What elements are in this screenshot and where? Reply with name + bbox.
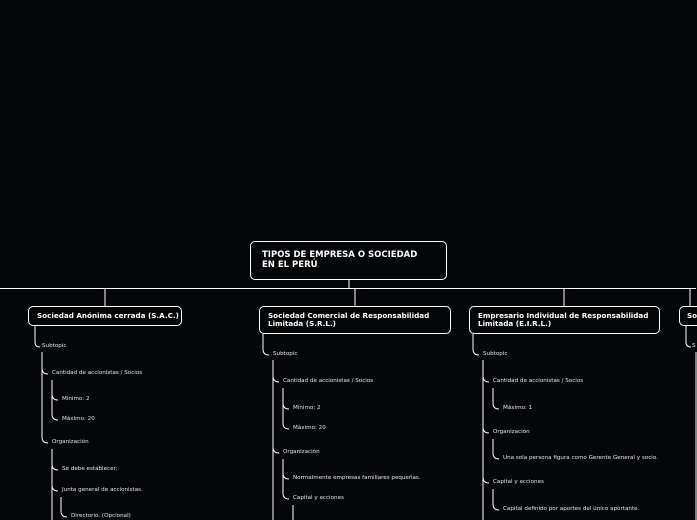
b1-directorio-link [61, 497, 67, 517]
b2-maximo[interactable]: Máximo: 20 [293, 425, 326, 431]
b1-directorio[interactable]: Directorio. (Opcional) [71, 513, 131, 519]
branch-srl[interactable] [259, 306, 451, 334]
b2-socios-link [273, 360, 279, 382]
b3-subtopic-link [473, 334, 479, 355]
b3-organizacion-link [483, 376, 489, 433]
b2-organizacion[interactable]: Organización [283, 449, 320, 455]
root-topic[interactable] [250, 241, 447, 280]
branch-partial-title: So [687, 310, 697, 320]
b1-establecer[interactable]: Se debe establecer: [62, 466, 118, 472]
branch-srl-title: Sociedad Comercial de Responsabilidad Limitada (S.R.L.) [268, 310, 430, 328]
b2-minimo[interactable]: Mínimo: 2 [293, 405, 321, 411]
b1-minimo-link [52, 380, 58, 400]
b3-maximo[interactable]: Máximo: 1 [503, 405, 533, 411]
b2-subtopic[interactable]: Subtopic [273, 351, 298, 357]
b3-socios-link [483, 360, 489, 382]
b3-capital-link [483, 427, 489, 483]
branch-partial[interactable] [679, 306, 697, 326]
branch-eirl[interactable] [469, 306, 660, 334]
branch-eirl-title: Empresario Individual de Responsabilidad Limitada (E.I.R.L.) [478, 310, 649, 328]
b3-aportes-link [493, 489, 499, 510]
b1-socios[interactable]: Cantidad de accionistas / Socios [52, 370, 143, 376]
b1-establecer-link [52, 449, 58, 470]
b2-capital[interactable]: Capital y acciones [293, 495, 344, 501]
b4-subtopic[interactable]: S [692, 343, 696, 349]
branch-sac-title: Sociedad Anónima cerrada (S.A.C.) [37, 310, 179, 320]
b3-subtopic[interactable]: Subtopic [483, 351, 508, 357]
b2-subtopic-link [263, 334, 269, 355]
b1-organizacion-link [42, 368, 48, 443]
b1-minimo[interactable]: Mínimo: 2 [62, 396, 90, 402]
b4-subtopic-link [686, 326, 691, 347]
b3-aportes[interactable]: Capital definido por aportes del único aportante. [503, 506, 640, 512]
b1-organizacion[interactable]: Organización [52, 439, 89, 445]
b1-maximo[interactable]: Máximo: 20 [62, 416, 95, 422]
b2-socios[interactable]: Cantidad de accionistas / Socios [283, 378, 374, 384]
b2-organizacion-link [273, 376, 279, 453]
root-topic-title: TIPOS DE EMPRESA O SOCIEDAD EN EL PERÚ [262, 249, 418, 270]
b3-gerente-link [493, 439, 499, 459]
b1-junta[interactable]: Junta general de accionistas. [62, 487, 143, 493]
b1-subtopic[interactable]: Subtopic [42, 343, 67, 349]
b3-socios[interactable]: Cantidad de accionistas / Socios [493, 378, 584, 384]
b3-maximo-link [493, 388, 499, 409]
b2-minimo-link [283, 388, 289, 409]
b1-socios-link [42, 352, 48, 374]
b1-subtopic-link [35, 326, 40, 347]
b3-gerente[interactable]: Una sola persona figura como Gerente General y socio. [503, 455, 658, 461]
b2-familiares[interactable]: Normalmente empresas familiares pequeñas. [293, 475, 421, 481]
b3-capital[interactable]: Capital y acciones [493, 479, 544, 485]
b3-organizacion[interactable]: Organización [493, 429, 530, 435]
branch-sac[interactable] [28, 306, 182, 326]
b2-familiares-link [283, 459, 289, 479]
